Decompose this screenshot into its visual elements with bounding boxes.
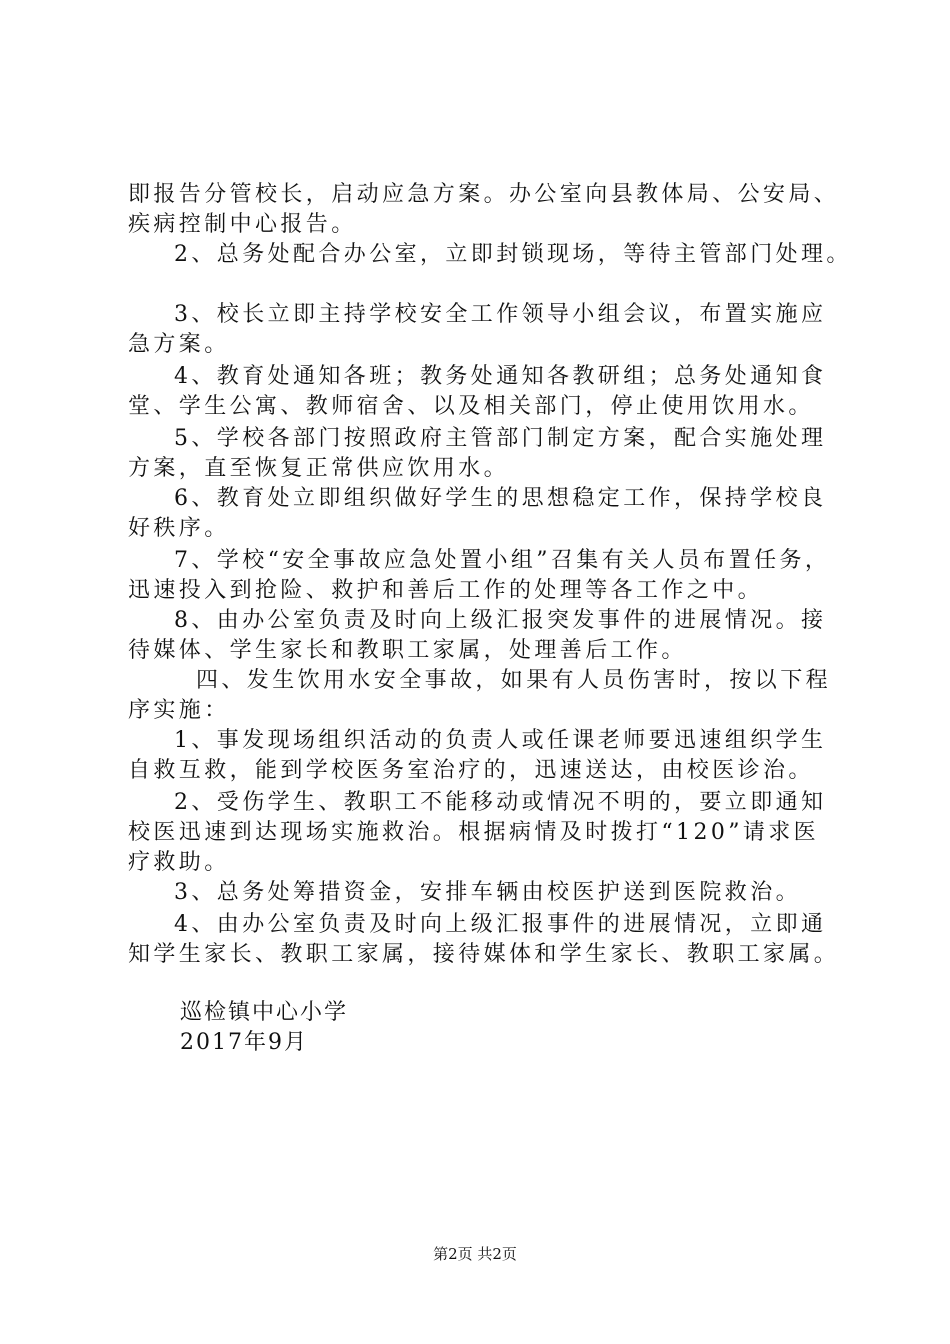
- signature-date: 2017年9月: [180, 1030, 308, 1055]
- paragraph-line: 1、事发现场组织活动的负责人或任课老师要迅速组织学生: [174, 728, 827, 753]
- paragraph-line: 4、教育处通知各班；教务处通知各教研组；总务处通知食: [174, 364, 827, 389]
- paragraph-line: 迅速投入到抢险、救护和善后工作的处理等各工作之中。: [128, 578, 764, 603]
- page-number-footer: 第2页 共2页: [433, 1245, 517, 1263]
- paragraph-line: 自救互救，能到学校医务室治疗的，迅速送达，由校医诊治。: [128, 758, 814, 783]
- paragraph-line: 6、教育处立即组织做好学生的思想稳定工作，保持学校良: [174, 486, 827, 511]
- paragraph-line: 序实施：: [128, 698, 230, 723]
- paragraph-line: 8、由办公室负责及时向上级汇报突发事件的进展情况。接: [174, 608, 827, 633]
- paragraph-line: 2、总务处配合办公室，立即封锁现场，等待主管部门处理。: [174, 242, 852, 267]
- section-heading: 四、发生饮用水安全事故，如果有人员伤害时，按以下程: [196, 668, 832, 693]
- paragraph-line: 好秩序。: [128, 516, 230, 541]
- paragraph-line: 知学生家长、教职工家属，接待媒体和学生家长、教职工家属。: [128, 942, 840, 967]
- paragraph-line: 堂、学生公寓、教师宿舍、以及相关部门，停止使用饮用水。: [128, 394, 814, 419]
- paragraph-line: 待媒体、学生家长和教职工家属，处理善后工作。: [128, 638, 687, 663]
- paragraph-line: 7、学校“安全事故应急处置小组”召集有关人员布置任务，: [174, 548, 831, 573]
- paragraph-line: 4、由办公室负责及时向上级汇报事件的进展情况，立即通: [174, 912, 827, 937]
- paragraph-line: 3、总务处筹措资金，安排车辆由校医护送到医院救治。: [174, 880, 801, 905]
- signature-organization: 巡检镇中心小学: [180, 1000, 349, 1025]
- paragraph-line: 2、受伤学生、教职工不能移动或情况不明的，要立即通知: [174, 790, 827, 815]
- paragraph-line: 疗救助。: [128, 850, 230, 875]
- paragraph-line: 即报告分管校长，启动应急方案。办公室向县教体局、公安局、: [128, 182, 840, 207]
- paragraph-line: 方案，直至恢复正常供应饮用水。: [128, 456, 510, 481]
- paragraph-line: 疾病控制中心报告。: [128, 212, 357, 237]
- paragraph-line: 3、校长立即主持学校安全工作领导小组会议，布置实施应: [174, 302, 827, 327]
- paragraph-line: 5、学校各部门按照政府主管部门制定方案，配合实施处理: [174, 426, 827, 451]
- paragraph-line: 急方案。: [128, 332, 230, 357]
- paragraph-line: 校医迅速到达现场实施救治。根据病情及时拨打“120”请求医: [128, 820, 820, 845]
